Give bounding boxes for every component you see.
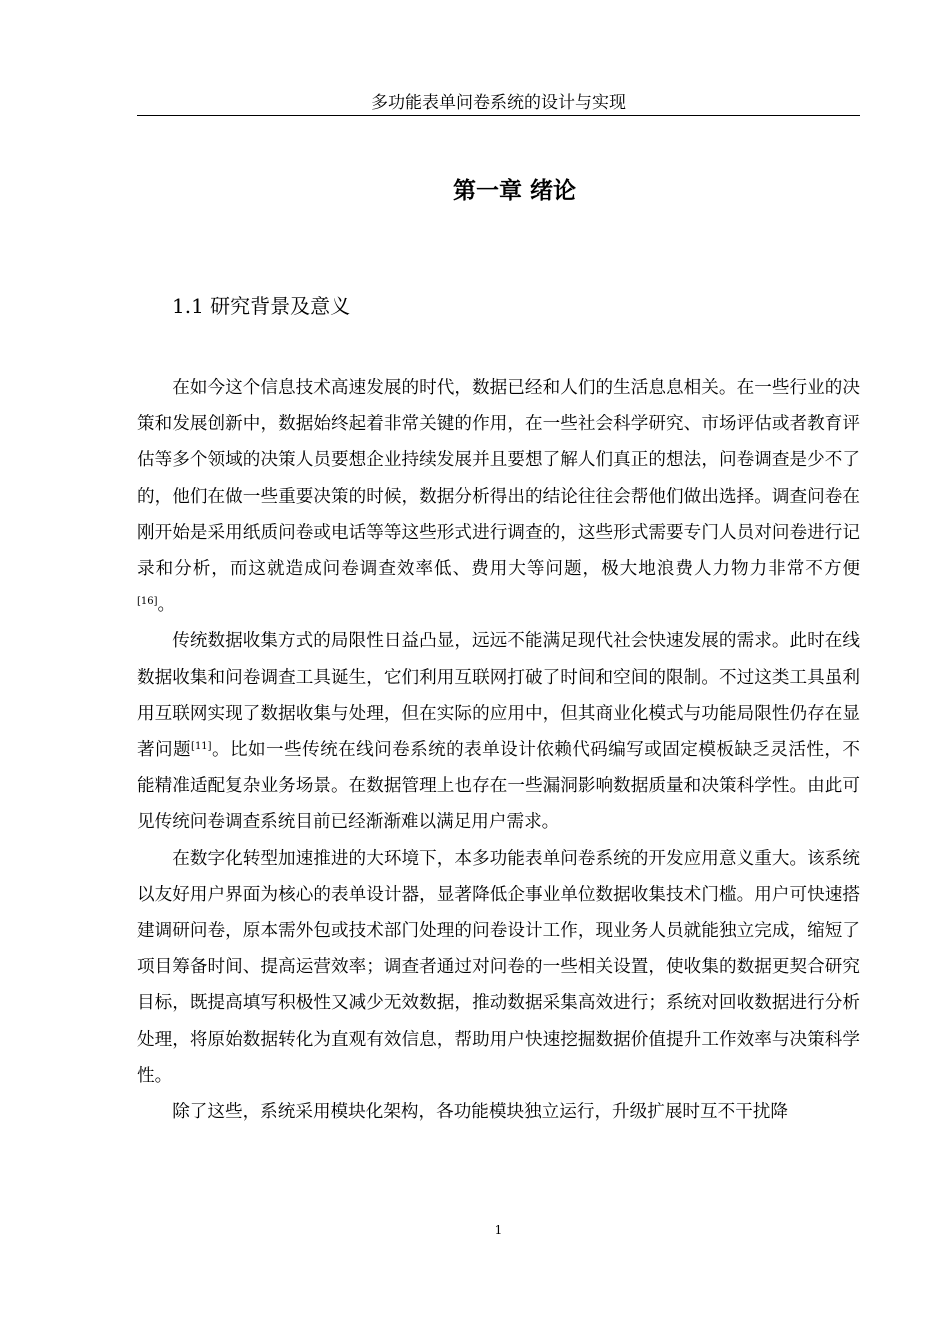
citation: [16] [137,596,158,608]
page-number: 1 [494,1223,503,1237]
section-heading [172,291,350,321]
section-number: 1.1 [172,294,204,318]
paragraph-text: 。比如一些传统在线问卷系统的表单设计依赖代码编写或固定模板缺乏灵活性，不能精准适配复杂业务场景。在数据管理上也存在一些漏洞影响数据质量和决策科学性。由此可见传统问卷调查系统目前已经渐渐难以满足用户需求。 [137,740,860,833]
paragraph-text: 传统数据收集方式的局限性日益凸显，远远不能满足现代社会快速发展的需求。此时在线数据收集和问卷调查工具诞生，它们利用互联网打破了时间和空间的限制。不过这类工具虽利用互联网实现了数据收集与处理，但在实际的应用中，但其商业化模式与功能局限性仍存在显著问题 [137,631,860,761]
chapter-title: 第一章 绪论 [452,178,576,204]
paragraph-3: 在数字化转型加速推进的大环境下，本多功能表单问卷系统的开发应用意义重大。该系统以友好用户界面为核心的表单设计器，显著降低企事业单位数据收集技术门槛。用户可快速搭建调研问卷，原本需外包或技术部门处理的问卷设计工作，现业务人员就能独立完成，缩短了项目筹备时间、提高运营效率；调查者通过对问卷的一些相关设置，使收集的数据更契合研究目标，既提高填写积极性又减少无效数据，推动数据采集高效进行；系统对回收数据进行分析处理，将原始数据转化为直观有效信息，帮助用户快速挖掘数据价值提升工作效率与决策科学性。 [137,848,860,1086]
citation: [11] [191,741,212,753]
paragraph-2 [137,623,860,840]
paragraph-text: 在如今这个信息技术高速发展的时代，数据已经和人们的生活息息相关。在一些行业的决策和发展创新中，数据始终起着非常关键的作用，在一些社会科学研究、市场评估或者教育评估等多个领域的决策人员要想企业持续发展并且要想了解人们真正的想法，问卷调查是少不了的，他们在做一些重要决策的时候，数据分析得出的结论往往会帮他们做出选择。调查问卷在刚开始是采用纸质问卷或电话等等这些形式进行调查的，这些形式需要专门人员对问卷进行记录和分析，而这就造成问卷调查效率低、费用大等问题，极大地浪费人力物力非常不方便 [137,378,860,580]
section-title: 研究背景及意义 [210,294,351,318]
paragraph-text: 。 [157,595,176,616]
running-header: 多功能表单问卷系统的设计与实现 [371,93,626,113]
paragraph-1 [137,370,860,623]
body-text [137,370,860,1130]
paragraph-4: 除了这些，系统采用模块化架构，各功能模块独立运行，升级扩展时互不干扰降 [172,1102,788,1123]
header-rule [137,115,860,116]
